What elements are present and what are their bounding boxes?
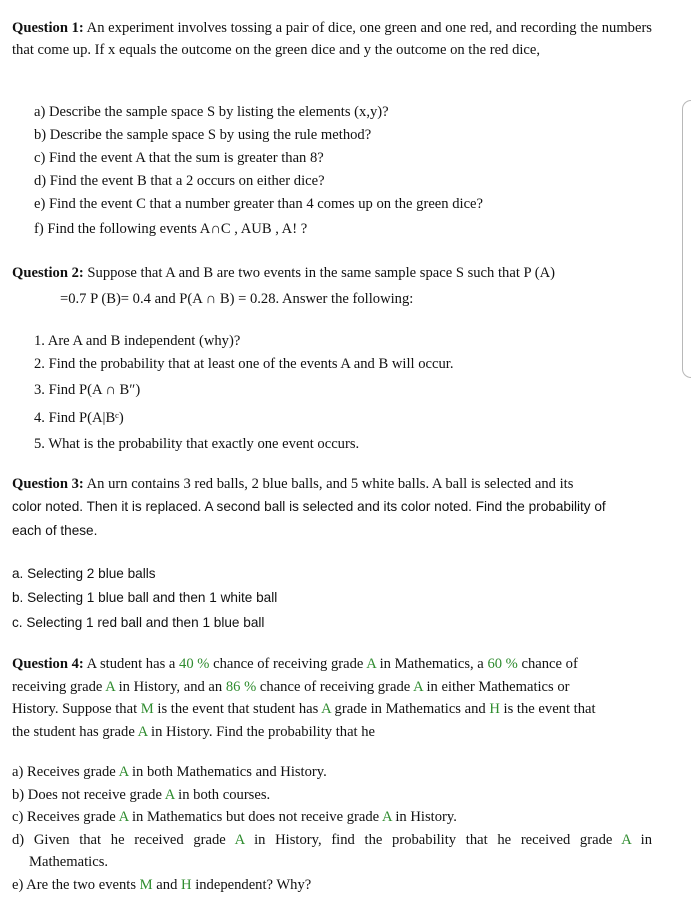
question-1-label: Question 1: <box>12 20 84 36</box>
q4-item-text: e) Are the two events <box>12 877 140 893</box>
question-3-text-1: An urn contains 3 red balls, 2 blue balls, and 5 white balls. A ball is selected and its <box>83 476 574 492</box>
q4-event-h: H <box>181 877 192 893</box>
q4-item-d-continued: Mathematics. <box>29 854 109 870</box>
q4-item-text: in both Mathematics and History. <box>128 764 327 780</box>
scrollbar[interactable] <box>682 100 691 378</box>
q4-grade-a: A <box>621 832 631 848</box>
q2-item-2: 2. Find the probability that at least one of the events A and B will occur. <box>34 356 454 372</box>
q3-item-a: a. Selecting 2 blue balls <box>12 566 156 581</box>
question-3-label: Question 3: <box>12 476 84 492</box>
q4-percent-86: 86 % <box>225 679 257 695</box>
question-4-line-4 <box>12 722 375 742</box>
q1-item-b: b) Describe the sample space S by using the rule method? <box>34 127 372 143</box>
q4-text: chance of receiving grade <box>256 679 414 695</box>
q4-percent-40: 40 % <box>179 656 210 672</box>
q4-grade-a: A <box>118 809 129 825</box>
question-1-paragraph <box>12 17 652 61</box>
question-2-line-2: =0.7 P (B)= 0.4 and P(A ∩ B) = 0.28. Answer the following: <box>60 291 414 307</box>
q4-text: chance of receiving grade <box>209 656 367 672</box>
q4-item-text: a) Receives grade <box>12 764 119 780</box>
q4-item-text: independent? Why? <box>191 877 312 893</box>
q4-item-text: and <box>152 877 182 893</box>
q4-event-m: M <box>140 701 154 717</box>
q4-text: receiving grade <box>12 679 106 695</box>
q4-item-text: in History, find the probability that he received grade <box>244 832 622 848</box>
q4-grade-a: A <box>137 724 148 740</box>
question-1-text: An experiment involves tossing a pair of dice, one green and one red, and recording the numbers that come up. If x equals the outcome on the green dice and y the outcome on the red dice, <box>12 20 652 58</box>
question-2-line-1 <box>12 263 652 283</box>
question-4-label: Question 4: <box>12 656 84 672</box>
question-4-line-2 <box>12 677 570 697</box>
q4-text: in Mathematics, a <box>375 656 488 672</box>
q4-text: the student has grade <box>12 724 138 740</box>
q2-item-5: 5. What is the probability that exactly one event occurs. <box>34 436 360 452</box>
q4-text: is the event that <box>499 701 596 717</box>
q3-item-b: b. Selecting 1 blue ball and then 1 white ball <box>12 590 278 605</box>
q2-item-3: 3. Find P(A ∩ B″) <box>34 382 141 398</box>
question-2-label: Question 2: <box>12 265 84 281</box>
q2-item-1: 1. Are A and B independent (why)? <box>34 333 241 349</box>
q1-item-a: a) Describe the sample space S by listing the elements (x,y)? <box>34 104 389 120</box>
question-4-line-3 <box>12 699 596 719</box>
q4-item-text: in Mathematics but does not receive grade <box>128 809 382 825</box>
q4-text: History. Suppose that <box>12 701 141 717</box>
question-3-line-3: each of these. <box>12 523 98 538</box>
q4-item-text: in both courses. <box>174 787 271 803</box>
q4-text: A student has a <box>83 656 180 672</box>
q4-item-text: in <box>630 832 653 848</box>
q4-text: in History. Find the probability that he <box>147 724 376 740</box>
q4-percent-60: 60 % <box>487 656 518 672</box>
q4-item-a <box>12 762 327 782</box>
q4-grade-a: A <box>118 764 129 780</box>
q4-text: grade in Mathematics and <box>330 701 490 717</box>
q4-item-b <box>12 785 270 805</box>
q4-item-e <box>12 875 311 895</box>
q1-item-f: f) Find the following events A∩C , AUB , A! ? <box>34 221 308 237</box>
q4-text: chance of <box>517 656 578 672</box>
q4-grade-a: A <box>164 787 175 803</box>
question-3-line-2: color noted. Then it is replaced. A second ball is selected and its color noted. Find the probability of <box>12 499 606 514</box>
q1-item-c: c) Find the event A that the sum is greater than 8? <box>34 150 324 166</box>
q4-grade-a: A <box>321 701 331 717</box>
q4-grade-a: A <box>381 809 392 825</box>
q4-grade-a: A <box>366 656 376 672</box>
q4-item-d <box>12 830 652 850</box>
question-3-line-1 <box>12 474 573 494</box>
q1-item-d: d) Find the event B that a 2 occurs on either dice? <box>34 173 325 189</box>
q4-grade-a: A <box>105 679 115 695</box>
q4-text: in either Mathematics or <box>422 679 570 695</box>
q4-grade-a: A <box>413 679 423 695</box>
q4-item-text: d) Given that he received grade <box>12 832 235 848</box>
q4-item-text: in History. <box>391 809 457 825</box>
q2-item-4: 4. Find P(A|Bᶜ) <box>34 410 124 426</box>
q1-item-e: e) Find the event C that a number greater than 4 comes up on the green dice? <box>34 196 484 212</box>
q4-item-text: c) Receives grade <box>12 809 119 825</box>
q4-item-c <box>12 807 457 827</box>
q4-event-h: H <box>489 701 500 717</box>
q4-event-m: M <box>139 877 153 893</box>
q4-item-text: b) Does not receive grade <box>12 787 165 803</box>
question-2-text-1: Suppose that A and B are two events in the same sample space S such that P (A) <box>83 265 555 281</box>
question-4-line-1 <box>12 654 578 674</box>
q4-text: is the event that student has <box>153 701 322 717</box>
q3-item-c: c. Selecting 1 red ball and then 1 blue ball <box>12 615 265 630</box>
q4-grade-a: A <box>234 832 245 848</box>
q4-text: in History, and an <box>114 679 226 695</box>
